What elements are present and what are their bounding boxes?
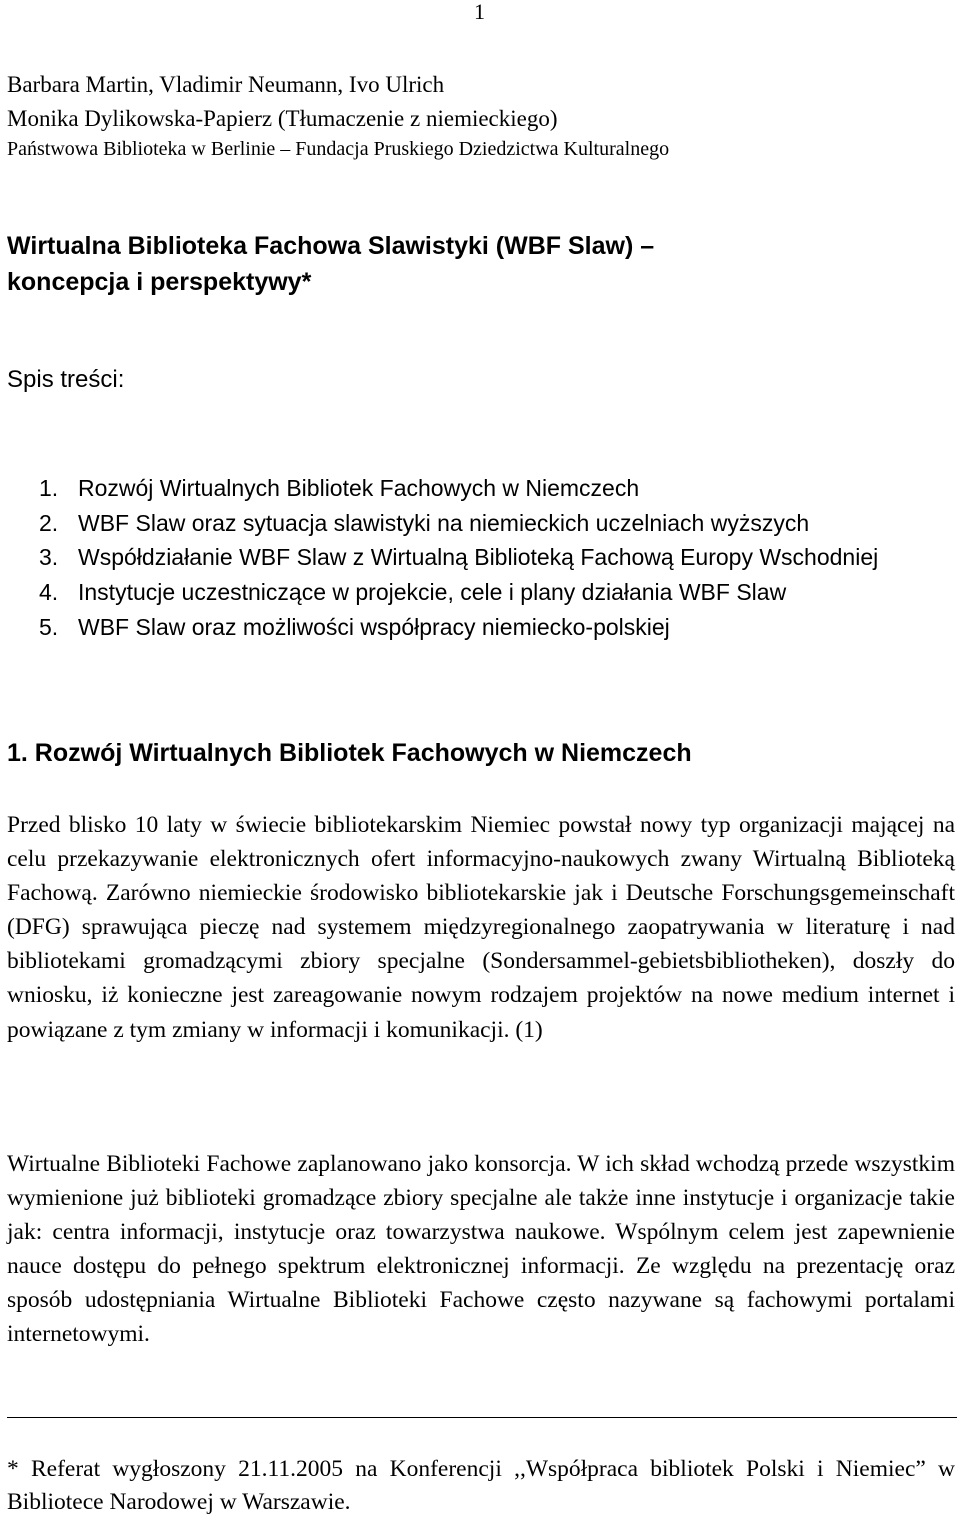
- toc-item-number: 1.: [39, 475, 59, 501]
- body-paragraph: Przed blisko 10 laty w świecie bibliotekarskim Niemiec powstał nowy typ organizacji mającej na celu przekazywanie elektronicznych ofert informacyjno-naukowych zwany Wirtualną Biblioteką Fachową. Zarówno niemieckie środowisko bibliotekarskie jak i Deutsche Forschungsgemeinschaft (DFG) sprawująca pieczę nad systemem międzyregionalnego zaopatrywania w literaturę i nad bibliotekami gromadzącymi zbiory specjalne (Sondersammel-gebietsbibliotheken), doszły do wniosku, iż konieczne jest zareagowanie nowym rodzajem projektów na nowe medium internet i powiązane z tym zmiany w informacji i komunikacji. (1): [7, 812, 955, 1043]
- toc-item: [39, 575, 949, 610]
- section-heading: 1. Rozwój Wirtualnych Bibliotek Fachowych w Niemczech: [7, 739, 692, 767]
- toc-item-number: 3.: [39, 544, 59, 571]
- toc-item-number: 2.: [39, 509, 59, 536]
- toc-item: [39, 540, 949, 575]
- toc-item: [39, 506, 949, 541]
- title-line-1: Wirtualna Biblioteka Fachowa Slawistyki (WBF Slaw) –: [7, 232, 655, 260]
- authors: Barbara Martin, Vladimir Neumann, Ivo Ulrich: [7, 72, 445, 97]
- page-number: 1: [474, 0, 485, 24]
- translator-credit: Monika Dylikowska-Papierz (Tłumaczenie z niemieckiego): [7, 106, 558, 131]
- toc-heading: Spis treści:: [7, 366, 125, 393]
- title-line-2: koncepcja i perspektywy*: [7, 268, 312, 296]
- document-title: [7, 228, 654, 300]
- toc-item-number: 4.: [39, 579, 59, 606]
- institution: Państwowa Biblioteka w Berlinie – Fundacja Pruskiego Dziedzictwa Kulturalnego: [7, 138, 670, 160]
- toc-item: [39, 610, 949, 645]
- table-of-contents: [39, 471, 949, 645]
- toc-item-text: WBF Slaw oraz możliwości współpracy niemiecko-polskiej: [78, 613, 670, 640]
- footnote: * Referat wygłoszony 21.11.2005 na Konferencji ,,Współpraca bibliotek Polski i Niemiec” w Bibliotece Narodowej w Warszawie.: [7, 1456, 955, 1515]
- toc-item-text: Instytucje uczestniczące w projekcie, cele i plany działania WBF Slaw: [78, 579, 787, 606]
- body-paragraph: Wirtualne Biblioteki Fachowe zaplanowano jako konsorcja. W ich skład wchodzą przede wszystkim wymienione już biblioteki gromadzące zbiory specjalne ale także inne instytucje i organizacje takie jak: centra informacji, instytucje oraz towarzystwa naukowe. Wspólnym celem jest zapewnienie nauce dostępu do pełnego spektrum elektronicznej informacji. Ze względu na prezentację oraz sposób udostępniania Wirtualne Biblioteki Fachowe często nazywane są fachowymi portalami internetowymi.: [7, 1151, 955, 1348]
- toc-item: [39, 471, 949, 506]
- toc-item-number: 5.: [39, 613, 59, 640]
- footnote-divider: [7, 1417, 957, 1418]
- toc-item-text: Rozwój Wirtualnych Bibliotek Fachowych w Niemczech: [78, 475, 640, 501]
- toc-item-text: Współdziałanie WBF Slaw z Wirtualną Biblioteką Fachową Europy Wschodniej: [78, 544, 879, 571]
- toc-item-text: WBF Slaw oraz sytuacja slawistyki na niemieckich uczelniach wyższych: [78, 509, 810, 536]
